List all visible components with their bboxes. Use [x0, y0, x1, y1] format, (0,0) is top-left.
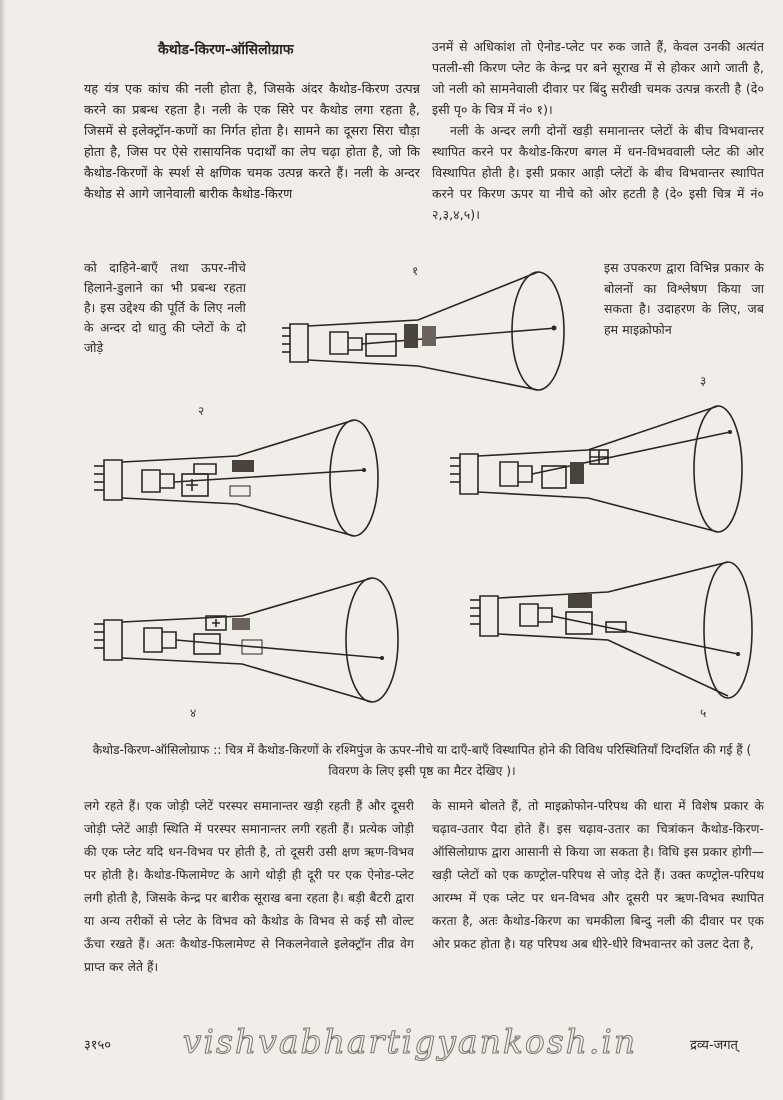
crt-tube-2 — [82, 410, 402, 550]
crt-tube-4 — [82, 576, 412, 716]
article-title: कैथोड-किरण-ऑसिलोग्राफ — [158, 42, 294, 58]
top-left-side-text: को दाहिने-बाएँ तथा ऊपर-नीचे हिलाने-डुलाने का भी प्रबन्ध रहता है। इस उद्देश्य की पूर्ति के लिए नली के अन्दर दो धातु की प्लेटों के दो जोड़े — [84, 260, 246, 355]
bottom-right-text: के सामने बोलते हैं, तो माइक्रोफोन-परिपथ की धारा में विशेष प्रकार के चढ़ाव-उतार पैदा होते हैं। इस चढ़ाव-उतार का चित्रांकन कैथोड-किरण-ऑसिलोग्राफ द्वारा आसानी से किया जा सकता है। विधि इस प्रकार होगी—खड़ी प्लेटों को एक कण्ट्रोल-परिपथ से जोड़ देते हैं। उक्त कण्ट्रोल-परिपथ आरम्भ में एक प्लेट पर धन-विभव और दूसरी पर ऋण-विभव स्थापित करता है, अतः कैथोड-किरण का चमकीला बिन्दु नली की दीवार पर एक ओर प्रकट होता है। यह परिपथ अब धीरे-धीरे विभवान्तर को उलट देता है, — [432, 799, 764, 951]
top-right-side-paragraph — [604, 258, 764, 350]
watermark: vishvabhartigyankosh.in — [182, 1022, 638, 1061]
top-right-paragraphs — [432, 36, 764, 254]
top-right-paragraph-1: उनमें से अधिकांश तो ऐनोड-प्लेट पर रुक जाते हैं, केवल उनकी अत्यंत पतली-सी किरण प्लेट के केन्द्र पर बने सूराख में से होकर आगे जाती है, जो नली को सामनेवाली दीवार पर बिंदु सरीखी चमक उत्पन्न करती है (दे० इसी पृ० के चित्र में नं० १)। — [432, 39, 764, 117]
top-right-paragraph-2: नली के अन्दर लगी दोनों खड़ी समानान्तर प्लेटों के बीच विभवान्तर स्थापित करने पर कैथोड-किरण बगल में धन-विभववाली प्लेट की ओर विस्थापित होती है। इसी प्रकार आड़ी प्लेटों के बीच विभवान्तर स्थापित करने पर किरण ऊपर या नीचे को ओर हटती है (दे० इसी चित्र में नं० २,३,४,५)। — [432, 123, 764, 222]
figure-label-1: १ — [412, 264, 419, 278]
top-right-side-text: इस उपकरण द्वारा विभिन्न प्रकार के बोलनों का विश्लेषण किया जा सकता है। उदाहरण के लिए, जब हम माइक्रोफोन — [604, 260, 764, 337]
figure-label-3: ३ — [700, 374, 707, 388]
page-edge — [0, 0, 6, 1100]
bottom-left-paragraph — [84, 795, 414, 1025]
figure-label-2: २ — [198, 404, 205, 418]
bottom-right-paragraph — [432, 795, 764, 1025]
top-left-side-paragraph — [84, 258, 246, 374]
figure-label-4: ४ — [190, 706, 197, 720]
crt-tube-1 — [268, 262, 588, 402]
top-left-paragraph-text: यह यंत्र एक कांच की नली होता है, जिसके अंदर कैथोड-किरण उत्पन्न करने का प्रबन्ध रहता है। नली के एक सिरे पर कैथोड लगा रहता है, जिसमें से इलेक्ट्रॉन-कणों का निर्गत होता है। सामने का दूसरा सिरा चौड़ा होता है, जिस पर ऐसे रासायनिक पदार्थों का लेप चढ़ा होता है, जो कि कैथोड-किरणों के स्पर्श से क्षणिक चमक उत्पन्न करते हैं। नली के अन्दर कैथोड से आगे जानेवाली बारीक कैथोड-किरण — [84, 81, 420, 201]
crt-tube-3 — [438, 396, 768, 546]
figure-label-5: ५ — [700, 706, 707, 720]
figure-caption: कैथोड-किरण-ऑसिलोग्राफ :: चित्र में कैथोड-किरणों के रश्मिपुंज के ऊपर-नीचे या दाएँ-बाएँ विस्थापित होने की विविध परिस्थितियाँ दिग्दर्शित की गई हैं ( विवरण के लिए इसी पृष्ठ का मैटर देखिए )। — [92, 743, 752, 778]
running-head: द्रव्य-जगत् — [690, 1038, 738, 1053]
page-number: ३१५० — [84, 1038, 112, 1053]
top-left-paragraph — [84, 78, 420, 254]
bottom-left-text: लगे रहते हैं। एक जोड़ी प्लेटें परस्पर समानान्तर खड़ी रहती हैं और दूसरी जोड़ी प्लेटें आड़ी स्थिति में परस्पर समानान्तर लगी रहती हैं। प्रत्येक जोड़ी की एक प्लेट यदि धन-विभव पर होती है, तो दूसरी उसी क्षण ऋण-विभव पर होती है। कैथोड-फिलामेण्ट के आगे थोड़ी ही दूरी पर एक ऐनोड-प्लेट लगी होती है, जिसके केन्द्र पर बारीक सूराख बना रहता है। बड़ी बैटरी द्वारा या अन्य तरीकों से प्लेट के विभव को कैथोड के विभव से कई सौ वोल्ट ऊँचा रखते हैं। अतः कैथोड-फिलामेण्ट से निकलनेवाले इलेक्ट्रॉन तीव्र वेग प्राप्त कर लेते हैं। — [84, 799, 414, 974]
crt-tube-5 — [458, 560, 768, 710]
